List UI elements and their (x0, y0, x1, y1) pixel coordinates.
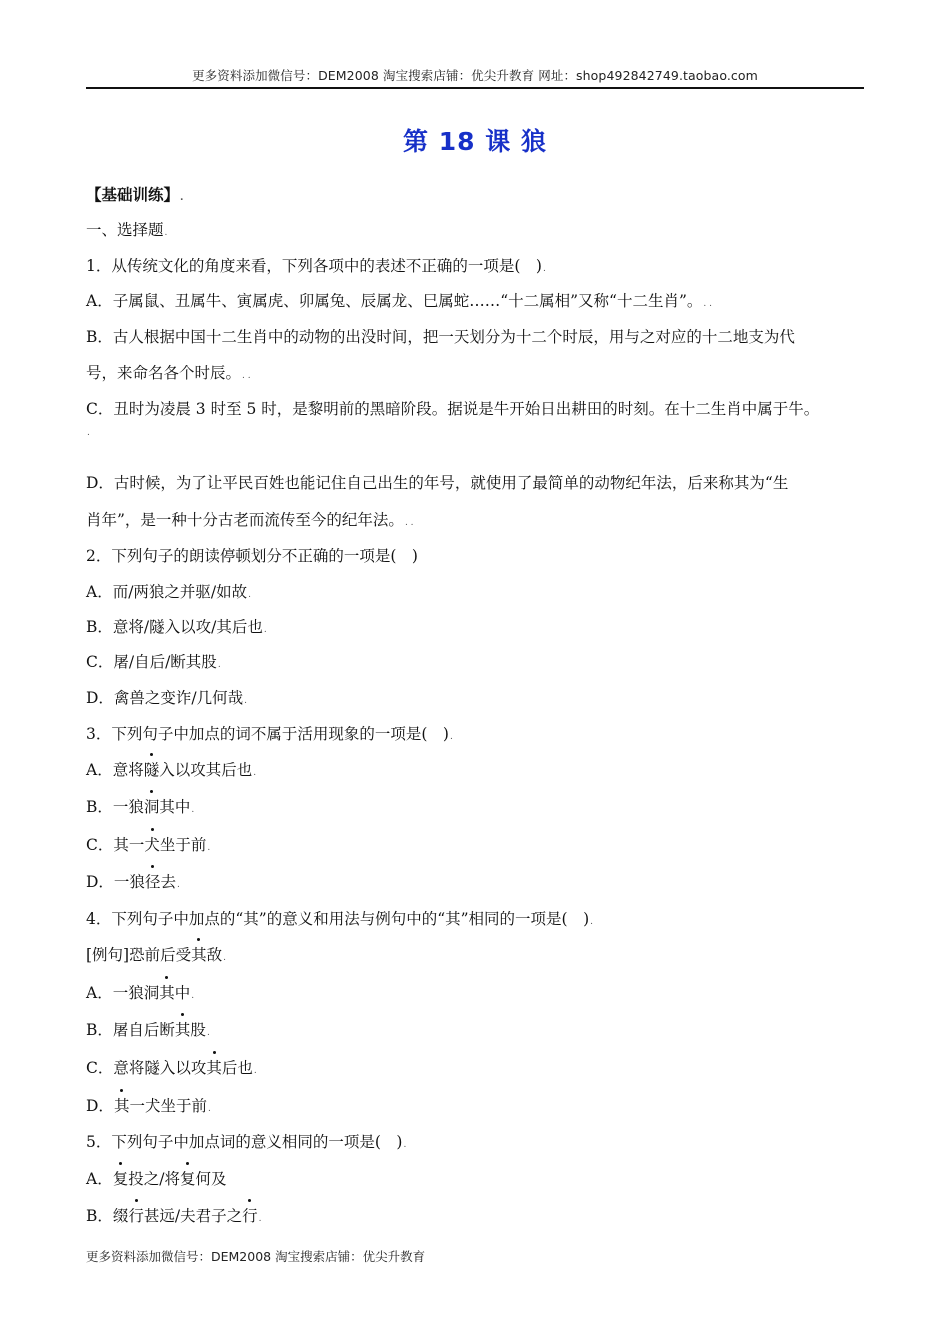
dotted-word: 其 (159, 984, 175, 1002)
section-heading: 【基础训练】. (86, 186, 184, 204)
dotted-word: 径 (144, 873, 161, 891)
q4-stem: 4．下列句子中加点的“其”的意义和用法与例句中的“其”相同的一项是( ). (86, 910, 594, 928)
dotted-word: 其 (113, 1097, 130, 1115)
q2-option-b: B．意将/隧入以攻/其后也. (86, 618, 267, 636)
q3-option-d: D．一狼径去. (86, 873, 180, 891)
q1-option-d-line2: 肖年”，是一种十分古老而流传至今的纪年法。. . (86, 511, 414, 529)
q2-option-c: C．屠/自后/断其股. (86, 653, 221, 671)
dotted-word: 其 (206, 1059, 222, 1077)
q2-option-a: A．而/两狼之并驱/如故. (86, 583, 252, 601)
q4-option-d: D．其一犬坐于前. (86, 1097, 211, 1115)
q2-option-d: D．禽兽之变诈/几何哉. (86, 689, 248, 707)
page-header: 更多资料添加微信号：DEM2008 淘宝搜索店铺：优尖升教育 网址：shop492842749.taobao.com (192, 68, 758, 83)
q3-option-c: C．其一犬坐于前. (86, 836, 211, 854)
q3-stem: 3．下列句子中加点的词不属于活用现象的一项是( ). (86, 725, 453, 743)
q4-option-a: A．一狼洞其中. (86, 984, 195, 1002)
q1-option-d-line1: D．古时候，为了让平民百姓也能记住自己出生的年号，就使用了最简单的动物纪年法，后来称其为“生 (86, 474, 789, 492)
paragraph-mark: . (87, 428, 90, 438)
dotted-word: 行 (128, 1207, 144, 1225)
q3-option-a: A．意将隧入以攻其后也. (86, 761, 257, 779)
q5-option-a: A．复投之/将复何及 (86, 1170, 227, 1188)
dotted-word: 洞 (143, 798, 160, 816)
q1-option-b-line2: 号，来命名各个时辰。. . (86, 364, 251, 382)
q4-option-b: B．屠自后断其股. (86, 1021, 210, 1039)
part-heading: 一、选择题. (86, 221, 168, 239)
q5-option-b: B．缀行甚远/夫君子之行. (86, 1207, 262, 1225)
dotted-word: 隧 (143, 761, 160, 779)
header-divider (86, 87, 864, 89)
dotted-word: 其 (174, 1021, 191, 1039)
q3-option-b: B．一狼洞其中. (86, 798, 195, 816)
q1-option-b-line1: B．古人根据中国十二生肖中的动物的出没时间，把一天划分为十二个时辰，用与之对应的十二地支为代 (86, 328, 795, 346)
q4-example: [例句]恐前后受其敌. (86, 946, 227, 964)
dotted-word: 行 (242, 1207, 258, 1225)
q1-option-c: C．丑时为凌晨 3 时至 5 时，是黎明前的黑暗阶段。据说是牛开始日出耕田的时刻。在十二生肖中属于牛。 (86, 400, 820, 418)
dotted-word: 复 (179, 1170, 196, 1188)
q5-stem: 5．下列句子中加点词的意义相同的一项是( ). (86, 1133, 407, 1151)
page-footer: 更多资料添加微信号：DEM2008 淘宝搜索店铺：优尖升教育 (86, 1249, 426, 1264)
lesson-title: 第 18 课 狼 (403, 127, 547, 156)
q1-stem: 1．从传统文化的角度来看，下列各项中的表述不正确的一项是( ). (86, 257, 546, 275)
q2-stem: 2．下列句子的朗读停顿划分不正确的一项是( ) (86, 547, 418, 565)
dotted-word: 其 (191, 946, 207, 964)
q1-option-a: A．子属鼠、丑属牛、寅属虎、卯属兔、辰属龙、巳属蛇……“十二属相”又称“十二生肖”。. . (86, 292, 712, 310)
dotted-word: 复 (112, 1170, 129, 1188)
q4-option-c: C．意将隧入以攻其后也. (86, 1059, 257, 1077)
dotted-word: 犬 (144, 836, 160, 854)
